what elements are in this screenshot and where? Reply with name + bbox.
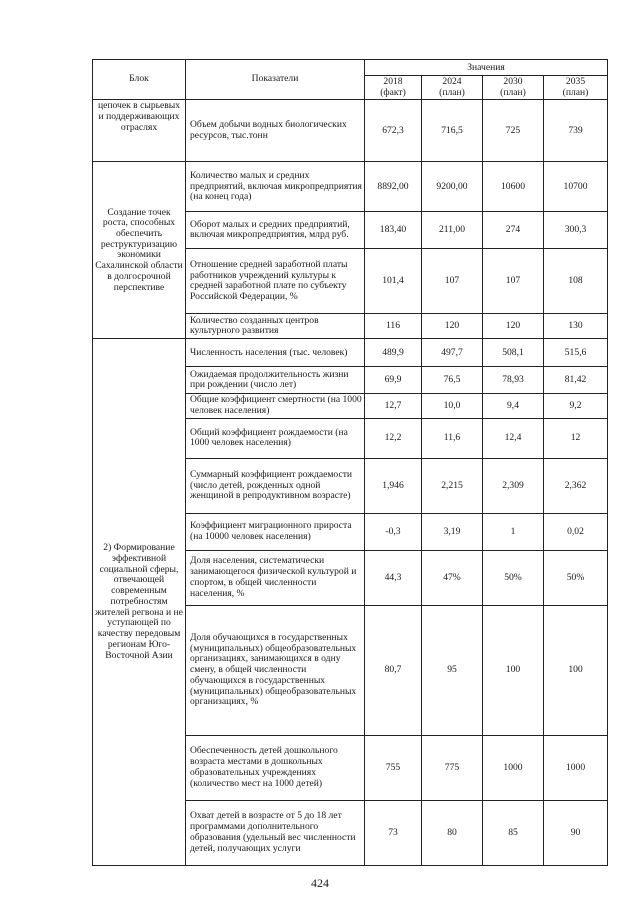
table-row	[93, 100, 608, 162]
value-cell: 1000	[544, 735, 608, 800]
table-row	[93, 162, 608, 212]
indicator-cell: Объем добычи водных биологических ресурсов, тыс.тонн	[186, 100, 365, 162]
value-cell: 2,215	[422, 458, 483, 513]
value-cell: 3,19	[422, 513, 483, 550]
value-cell: 0,02	[544, 513, 608, 550]
value-cell: 11,6	[422, 418, 483, 458]
indicators-table	[92, 59, 608, 866]
value-cell: 85	[483, 800, 544, 865]
header-year: 2018 (факт)	[365, 76, 422, 100]
value-cell: 80	[422, 800, 483, 865]
value-cell: 672,3	[365, 100, 422, 162]
indicator-cell: Оборот малых и средних предприятий, включая микропредприятия, млрд руб.	[186, 212, 365, 249]
value-cell: 10,0	[422, 394, 483, 418]
value-cell: 107	[483, 249, 544, 314]
value-cell: 108	[544, 249, 608, 314]
block-cell: цепочек в сырьевых и поддерживающих отраслях	[93, 100, 186, 162]
value-cell: 50%	[483, 550, 544, 605]
value-cell: 47%	[422, 550, 483, 605]
indicator-cell: Отношение средней заработной платы работников учреждений культуры к средней заработной плате по субъекту Российской Федерации, %	[186, 249, 365, 314]
indicator-cell: Доля населения, систематически занимающегося физической культурой и спортом, в общей численности населения, %	[186, 550, 365, 605]
value-cell: 100	[544, 605, 608, 735]
value-cell: 497,7	[422, 339, 483, 367]
value-cell: 775	[422, 735, 483, 800]
value-cell: 81,42	[544, 367, 608, 394]
value-cell: 95	[422, 605, 483, 735]
value-cell: 12	[544, 418, 608, 458]
value-cell: 80,7	[365, 605, 422, 735]
header-row-1	[93, 60, 608, 76]
indicator-cell: Доля обучающихся в государственных (муниципальных) общеобразовательных организациях, занимающихся в одну смену, в общей численности обучающихся в государственных (муниципальных) общеобразовательных организациях, %	[186, 605, 365, 735]
value-cell: 183,40	[365, 212, 422, 249]
value-cell: 12,7	[365, 394, 422, 418]
header-indicators: Показатели	[186, 60, 365, 100]
header-year: 2024 (план)	[422, 76, 483, 100]
indicator-cell: Охват детей в возрасте от 5 до 18 лет программами дополнительного образования (удельный вес численности детей, получающих услуги	[186, 800, 365, 865]
value-cell: -0,3	[365, 513, 422, 550]
value-cell: 10600	[483, 162, 544, 212]
value-cell: 100	[483, 605, 544, 735]
value-cell: 44,3	[365, 550, 422, 605]
value-cell: 120	[483, 314, 544, 339]
value-cell: 755	[365, 735, 422, 800]
value-cell: 515,6	[544, 339, 608, 367]
indicator-cell: Коэффициент миграционного прироста (на 10000 человек населения)	[186, 513, 365, 550]
value-cell: 120	[422, 314, 483, 339]
indicator-cell: Обеспеченность детей дошкольного возраста местами в дошкольных образовательных учреждениях (количество мест на 1000 детей)	[186, 735, 365, 800]
value-cell: 8892,00	[365, 162, 422, 212]
value-cell: 489,9	[365, 339, 422, 367]
value-cell: 725	[483, 100, 544, 162]
header-values: Значения	[365, 60, 608, 76]
value-cell: 211,00	[422, 212, 483, 249]
value-cell: 12,4	[483, 418, 544, 458]
indicator-cell: Количество созданных центров культурного развития	[186, 314, 365, 339]
value-cell: 9200,00	[422, 162, 483, 212]
value-cell: 101,4	[365, 249, 422, 314]
header-year: 2035 (план)	[544, 76, 608, 100]
value-cell: 9,4	[483, 394, 544, 418]
value-cell: 90	[544, 800, 608, 865]
value-cell: 508,1	[483, 339, 544, 367]
value-cell: 300,3	[544, 212, 608, 249]
value-cell: 78,93	[483, 367, 544, 394]
value-cell: 1	[483, 513, 544, 550]
indicator-cell: Суммарный коэффициент рождаемости (число детей, рожденных одной женщиной в репродуктивном возрасте)	[186, 458, 365, 513]
page-number: 424	[311, 876, 329, 890]
value-cell: 50%	[544, 550, 608, 605]
block-cell: Создание точек роста, способных обеспечить реструктуризацию экономики Сахалинской области в долгосрочной перспективе	[93, 162, 186, 339]
value-cell: 2,362	[544, 458, 608, 513]
value-cell: 12,2	[365, 418, 422, 458]
document-page	[92, 59, 607, 866]
value-cell: 76,5	[422, 367, 483, 394]
block-cell: 2) Формирование эффективной социальной сферы, отвечающей современным потребностям жителей регвона и не уступающей по качеству передовым регионам Юго-Восточной Азии	[93, 339, 186, 865]
value-cell: 1000	[483, 735, 544, 800]
value-cell: 116	[365, 314, 422, 339]
indicator-cell: Ожидаемая продолжительность жизни при рождении (число лет)	[186, 367, 365, 394]
value-cell: 274	[483, 212, 544, 249]
value-cell: 107	[422, 249, 483, 314]
value-cell: 2,309	[483, 458, 544, 513]
indicator-cell: Общий коэффициент рождаемости (на 1000 человек населения)	[186, 418, 365, 458]
header-year: 2030 (план)	[483, 76, 544, 100]
value-cell: 73	[365, 800, 422, 865]
indicator-cell: Количество малых и средних предприятий, включая микропредприятия (на конец года)	[186, 162, 365, 212]
value-cell: 9,2	[544, 394, 608, 418]
value-cell: 716,5	[422, 100, 483, 162]
value-cell: 69,9	[365, 367, 422, 394]
table-row	[93, 339, 608, 367]
value-cell: 1,946	[365, 458, 422, 513]
indicator-cell: Общие коэффициент смертности (на 1000 человек населения)	[186, 394, 365, 418]
indicator-cell: Численность населения (тыс. человек)	[186, 339, 365, 367]
value-cell: 739	[544, 100, 608, 162]
header-block: Блок	[93, 60, 186, 100]
value-cell: 130	[544, 314, 608, 339]
value-cell: 10700	[544, 162, 608, 212]
